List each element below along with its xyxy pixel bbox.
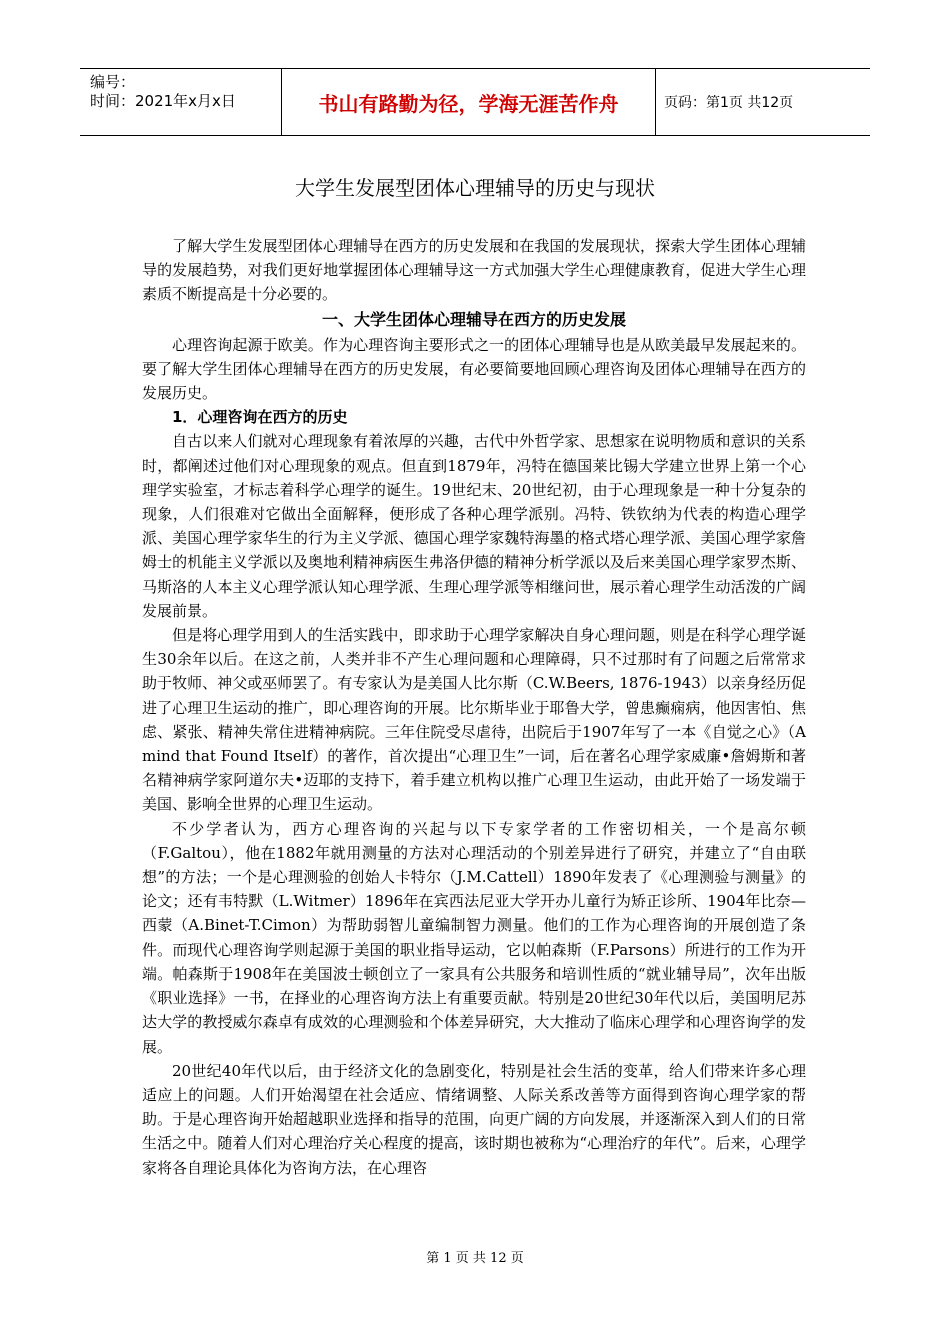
subsection-heading: 1．心理咨询在西方的历史: [172, 408, 348, 427]
paragraph: 不少学者认为，西方心理咨询的兴起与以下专家学者的工作密切相关，一个是高尔顿（F.Galtou），他在1882年就用测量的方法对心理活动的个别差异进行了研究，并建立了“自由联想”的方法；一个是心理测验的创始人卡特尔（J.M.Cattell）1890年发表了《心理测验与测量》的论文；还有韦特默（L.Witmer）1896年在宾西法尼亚大学开办儿童行为矫正诊所、1904年比奈—西蒙（A.Binet-T.Cimon）为帮助弱智儿童编制智力测量。他们的工作为心理咨询的开展创造了条件。而现代心理咨询学则起源于美国的职业指导运动，它以帕森斯（F.Parsons）所进行的工作为开端。帕森斯于1908年在美国波士顿创立了一家具有公共服务和培训性质的“就业辅导局”，次年出版《职业选择》一书，在择业的心理咨询方法上有重要贡献。特别是20世纪30年代以后，美国明尼苏达大学的教授威尔森卓有成效的心理测验和个体差异研究，大大推动了临床心理学和心理咨询学的发展。: [142, 819, 806, 1056]
header-motto: 书山有路勤为径，学海无涯苦作舟: [318, 91, 619, 116]
motto-cell: [282, 69, 656, 135]
number-label: 编号：: [90, 73, 136, 91]
page-footer: 第 1 页 共 12 页: [426, 1251, 524, 1266]
page-info-cell: [656, 69, 870, 135]
section-heading: 一、大学生团体心理辅导在西方的历史发展: [321, 309, 626, 329]
header-meta-cell: [80, 69, 282, 135]
paragraph: 心理咨询起源于欧美。作为心理咨询主要形式之一的团体心理辅导也是从欧美最早发展起来的。要了解大学生团体心理辅导在西方的历史发展，有必要简要地回顾心理咨询及团体心理辅导在西方的发展历史。: [142, 335, 806, 403]
paragraph: 但是将心理学用到人的生活实践中，即求助于心理学家解决自身心理问题，则是在科学心理学诞生30余年以后。在这之前，人类并非不产生心理问题和心理障碍，只不过那时有了问题之后常常求助于牧师、神父或巫师罢了。有专家认为是美国人比尔斯（C.W.Beers, 1876-1943）以亲身经历促进了心理卫生运动的推广，即心理咨询的开展。比尔斯毕业于耶鲁大学，曾患癫痫病，他因害怕、焦虑、紧张、精神失常住进精神病院。三年住院受尽虐待，出院后于1907年写了一本《自觉之心》（A mind that Found Itself）的著作，首次提出“心理卫生”一词，后在著名心理学家威廉•詹姆斯和著名精神病学家阿道尔夫•迈耶的支持下，着手建立机构以推广心理卫生运动，由此开始了一场发端于美国、影响全世界的心理卫生运动。: [142, 626, 806, 814]
intro-paragraph: 了解大学生发展型团体心理辅导在西方的历史发展和在我国的发展现状，探索大学生团体心理辅导的发展趋势，对我们更好地掌握团体心理辅导这一方式加强大学生心理健康教育，促进大学生心理素质不断提高是十分必要的。: [142, 237, 806, 304]
header-page-info: 页码：第1页 共12页: [664, 95, 794, 111]
date-label: 时间：2021年x月x日: [90, 92, 236, 110]
document-title: 大学生发展型团体心理辅导的历史与现状: [295, 176, 655, 200]
paragraph: 自古以来人们就对心理现象有着浓厚的兴趣，古代中外哲学家、思想家在说明物质和意识的关系时，都阐述过他们对心理现象的观点。但直到1879年，冯特在德国莱比锡大学建立世界上第一个心理学实验室，才标志着科学心理学的诞生。19世纪末、20世纪初，由于心理现象是一种十分复杂的现象，人们很难对它做出全面解释，便形成了各种心理学派别。冯特、铁钦纳为代表的构造心理学派、美国心理学家华生的行为主义学派、德国心理学家魏特海墨的格式塔心理学派、美国心理学家詹姆士的机能主义学派以及奥地利精神病医生弗洛伊德的精神分析学派以及后来美国心理学家罗杰斯、马斯洛的人本主义心理学派认知心理学派、生理心理学派等相继问世，展示着心理学生动活泼的广阔发展前景。: [142, 432, 806, 620]
document-header: [80, 68, 870, 136]
document-body: [142, 234, 806, 1180]
paragraph: 20世纪40年代以后，由于经济文化的急剧变化，特别是社会生活的变革，给人们带来许多心理适应上的问题。人们开始渴望在社会适应、情绪调整、人际关系改善等方面得到咨询心理学家的帮助。于是心理咨询开始超越职业选择和指导的范围，向更广阔的方向发展，并逐渐深入到人们的日常生活之中。随着人们对心理治疗关心程度的提高，该时期也被称为“心理治疗的年代”。后来，心理学家将各自理论具体化为咨询方法，在心理咨: [142, 1061, 806, 1177]
